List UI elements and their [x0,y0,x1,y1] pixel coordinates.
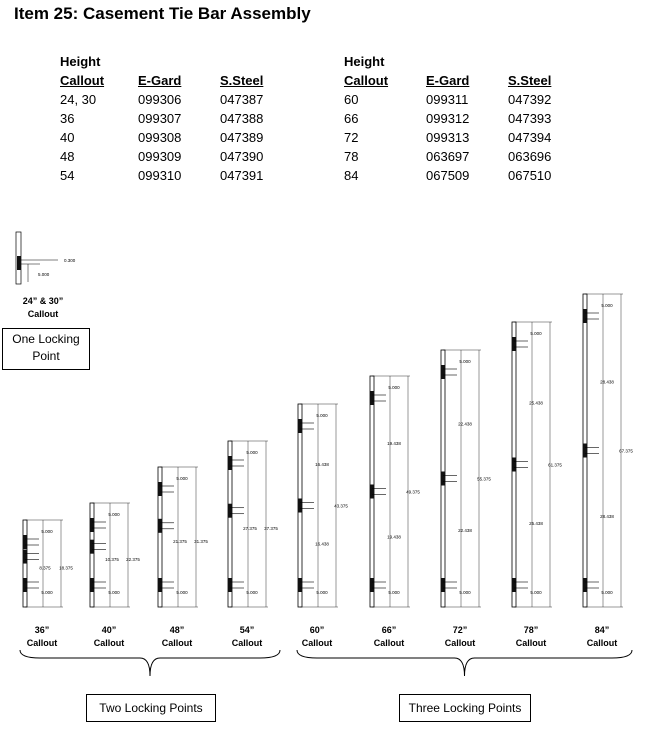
dim-label: 25.438 [529,400,543,406]
bar-callout-label: 48” [169,625,185,635]
dim-label: 5.000 [388,590,400,595]
cell-callout: 48 [60,149,75,164]
tie-bar-3 [158,467,208,648]
dim-label: 22.438 [458,421,472,427]
tie-bar-6 [370,376,420,648]
dim-label: 5.000 [38,272,50,277]
cell-egard: 099307 [138,111,182,126]
dim-label: 43.375 [334,503,348,509]
tie-bar-2 [90,503,140,648]
cell-egard: 099313 [426,130,470,145]
bar-callout-label: 40” [101,625,117,635]
two-locking-points-label: Two Locking Points [99,701,203,715]
dim-label: 5.000 [316,590,328,595]
cell-egard: 099311 [426,92,469,107]
bar-callout-word: Callout [586,638,618,648]
dim-label: 5.000 [316,413,328,418]
dim-label: 5.000 [530,331,542,336]
small-tie-bar [16,232,76,319]
cell-callout: 40 [60,130,75,145]
bar-callout-word: Callout [93,638,125,648]
bar-callout-label: 78” [523,625,539,635]
dim-label: 19.438 [387,534,401,540]
cell-callout: 36 [60,111,75,126]
dim-label: 18.375 [59,565,73,571]
dim-label: 8.375 [39,565,51,571]
dim-label: 5.000 [388,385,400,390]
dim-label: 0.300 [64,258,76,263]
dim-label: 55.375 [477,476,491,482]
cell-ssteel: 047389 [220,130,264,145]
bar-callout-label: 66” [381,625,397,635]
cell-callout: 60 [344,92,359,107]
dim-label: 5.000 [108,590,120,595]
dim-label: 5.000 [601,590,613,595]
dim-label: 25.438 [529,520,543,526]
group-brace [297,650,632,676]
dim-label: 5.000 [530,590,542,595]
tie-bar-8 [512,322,562,648]
dim-label: 67.375 [619,448,633,454]
bar-callout-label: 72” [452,625,468,635]
group-brace [20,650,280,676]
dim-label: 22.375 [126,557,140,562]
cell-callout: 66 [344,111,359,126]
cell-callout: 72 [344,130,359,145]
cell-callout: 54 [60,168,75,183]
cell-callout: 24, 30 [60,92,97,107]
page-title: Item 25: Casement Tie Bar Assembly [14,4,311,23]
three-locking-points-box [399,694,531,722]
cell-ssteel: 047388 [220,111,264,126]
small-callout-label: 24” & 30” [22,296,64,306]
cell-egard: 063697 [426,149,470,164]
dim-label: 5.000 [41,590,53,595]
tie-bar-1 [23,520,73,648]
dim-label: 5.000 [246,450,258,455]
dim-label: 5.000 [176,590,188,595]
header-egard: E-Gard [426,73,470,88]
dim-label: 28.438 [600,379,614,385]
cell-ssteel: 047394 [508,130,552,145]
header-egard: E-Gard [138,73,182,88]
dim-label: 10.375 [105,557,119,562]
cell-egard: 099306 [138,92,182,107]
bar-callout-label: 60” [309,625,325,635]
dim-label: 5.000 [176,476,188,481]
cell-ssteel: 047390 [220,149,264,164]
small-callout-word: Callout [27,309,59,319]
dim-label: 37.375 [264,526,278,531]
cell-egard: 099308 [138,130,182,145]
dim-label: 61.375 [548,462,562,468]
header-ssteel: S.Steel [220,73,264,88]
cell-ssteel: 047392 [508,92,552,107]
cell-ssteel: 047393 [508,111,552,126]
header-height: Height [60,54,101,69]
header-ssteel: S.Steel [508,73,552,88]
tie-bar-7 [441,350,491,648]
dim-label: 5.000 [601,303,613,308]
header-callout: Callout [60,73,105,88]
bar-callout-label: 54” [239,625,255,635]
bar-callout-label: 84” [594,625,610,635]
bar-callout-word: Callout [26,638,58,648]
cell-egard: 099309 [138,149,182,164]
bar-callout-word: Callout [444,638,476,648]
one-locking-point-box [2,328,90,370]
cell-ssteel: 067510 [508,168,552,183]
dim-label: 5.000 [108,512,120,517]
dim-label: 5.000 [459,590,471,595]
cell-callout: 84 [344,168,359,183]
one-locking-point-label: One Locking Point [12,332,80,363]
cell-ssteel: 047387 [220,92,264,107]
bar-callout-word: Callout [373,638,405,648]
dim-label: 27.375 [243,526,257,531]
bar-callout-word: Callout [161,638,193,648]
dim-label: 22.438 [458,527,472,533]
bar-callout-label: 36” [34,625,50,635]
bar-callout-word: Callout [515,638,547,648]
dim-label: 16.438 [315,461,329,467]
cell-egard: 067509 [426,168,470,183]
dim-label: 31.375 [194,539,208,544]
dim-label: 16.438 [315,541,329,547]
bar-callout-word: Callout [301,638,333,648]
three-locking-points-label: Three Locking Points [408,701,522,715]
dim-label: 28.438 [600,513,614,519]
cell-egard: 099310 [138,168,182,183]
header-callout: Callout [344,73,389,88]
header-height: Height [344,54,385,69]
bar-callout-word: Callout [231,638,263,648]
two-locking-points-box [86,694,216,722]
cell-ssteel: 063696 [508,149,552,164]
dim-label: 5.000 [246,590,258,595]
cell-ssteel: 047391 [220,168,264,183]
dim-label: 19.438 [387,440,401,446]
cell-callout: 78 [344,149,359,164]
tie-bar-5 [298,404,348,648]
tie-bar-4 [228,441,278,648]
dim-label: 5.000 [459,359,471,364]
cell-egard: 099312 [426,111,470,126]
tie-bar-9 [583,294,633,648]
dim-label: 49.375 [406,489,420,495]
dim-label: 5.000 [41,529,53,534]
dim-label: 21.375 [173,539,187,544]
